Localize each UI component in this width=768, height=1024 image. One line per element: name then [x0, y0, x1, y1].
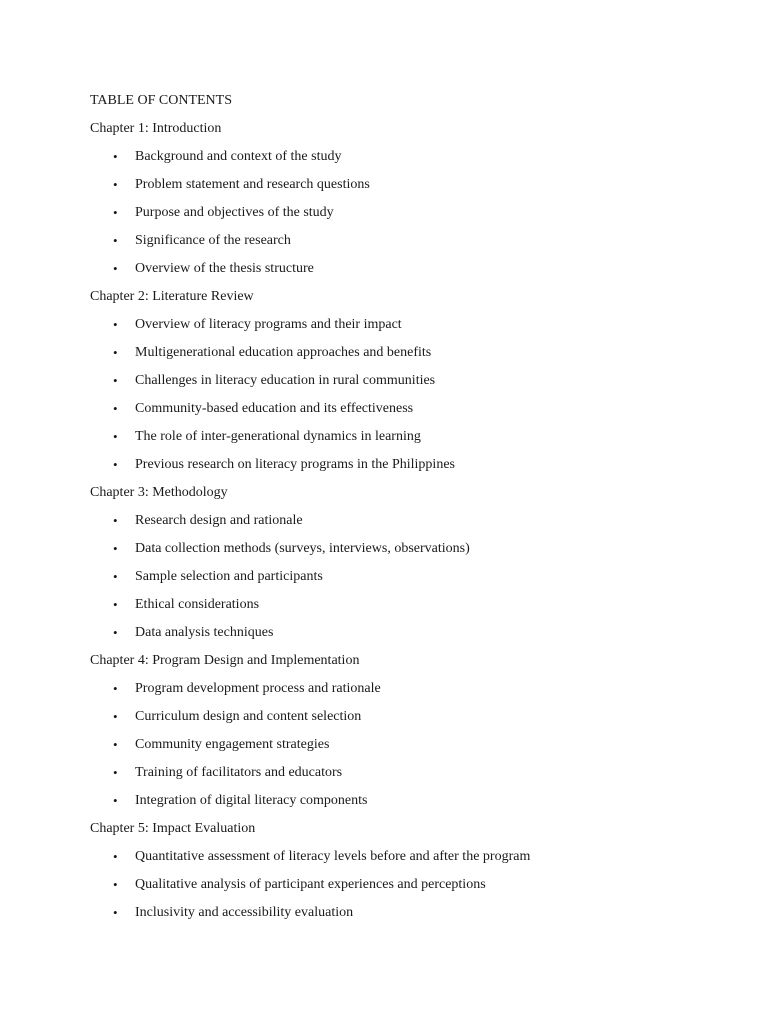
list-item	[90, 678, 730, 706]
list-item	[90, 566, 730, 594]
list-item-text: Quantitative assessment of literacy levels before and after the program	[135, 849, 531, 864]
list-item	[90, 230, 730, 258]
list-item-text: Training of facilitators and educators	[135, 765, 343, 780]
list-item	[90, 258, 730, 286]
list-item	[90, 706, 730, 734]
bullet-icon: •	[113, 345, 118, 360]
list-item-text: Purpose and objectives of the study	[135, 205, 334, 220]
bullet-icon: •	[113, 429, 118, 444]
list-item-text: The role of inter-generational dynamics in learning	[135, 429, 421, 444]
list-item-text: Data collection methods (surveys, interviews, observations)	[135, 541, 470, 556]
list-item	[90, 846, 730, 874]
chapter-title: Chapter 1: Introduction	[90, 121, 222, 136]
bullet-icon: •	[113, 261, 118, 276]
list-item	[90, 426, 730, 454]
list-item	[90, 874, 730, 902]
bullet-icon: •	[113, 625, 118, 640]
bullet-icon: •	[113, 765, 118, 780]
chapter-title: Chapter 5: Impact Evaluation	[90, 821, 256, 836]
list-item	[90, 342, 730, 370]
list-item-text: Community engagement strategies	[135, 737, 330, 752]
list-item	[90, 538, 730, 566]
list-item-text: Program development process and rationale	[135, 681, 381, 696]
list-item	[90, 454, 730, 482]
list-item-text: Integration of digital literacy components	[135, 793, 368, 808]
list-item	[90, 622, 730, 650]
bullet-icon: •	[113, 401, 118, 416]
bullet-icon: •	[113, 597, 118, 612]
bullet-icon: •	[113, 317, 118, 332]
bullet-icon: •	[113, 205, 118, 220]
bullet-icon: •	[113, 793, 118, 808]
list-item-text: Sample selection and participants	[135, 569, 323, 584]
list-item	[90, 594, 730, 622]
list-item-text: Ethical considerations	[135, 597, 260, 612]
bullet-icon: •	[113, 457, 118, 472]
list-item-text: Curriculum design and content selection	[135, 709, 362, 724]
bullet-icon: •	[113, 373, 118, 388]
list-item-text: Inclusivity and accessibility evaluation	[135, 905, 354, 920]
list-item	[90, 370, 730, 398]
bullet-icon: •	[113, 149, 118, 164]
list-item	[90, 762, 730, 790]
list-item	[90, 314, 730, 342]
bullet-icon: •	[113, 905, 118, 920]
table-of-contents	[90, 90, 730, 930]
bullet-icon: •	[113, 737, 118, 752]
list-item-text: Problem statement and research questions	[135, 177, 370, 192]
bullet-icon: •	[113, 513, 118, 528]
list-item	[90, 398, 730, 426]
list-item	[90, 902, 730, 930]
bullet-icon: •	[113, 177, 118, 192]
list-item-text: Research design and rationale	[135, 513, 303, 528]
bullet-icon: •	[113, 849, 118, 864]
bullet-icon: •	[113, 233, 118, 248]
list-item	[90, 174, 730, 202]
list-item-text: Previous research on literacy programs in the Philippines	[135, 457, 455, 472]
toc-heading: TABLE OF CONTENTS	[90, 93, 232, 108]
bullet-icon: •	[113, 541, 118, 556]
list-item-text: Community-based education and its effectiveness	[135, 401, 414, 416]
bullet-icon: •	[113, 877, 118, 892]
list-item	[90, 510, 730, 538]
list-item-text: Challenges in literacy education in rural communities	[135, 373, 436, 388]
list-item	[90, 202, 730, 230]
list-item	[90, 146, 730, 174]
bullet-icon: •	[113, 709, 118, 724]
list-item-text: Background and context of the study	[135, 149, 342, 164]
list-item-text: Qualitative analysis of participant experiences and perceptions	[135, 877, 486, 892]
bullet-icon: •	[113, 681, 118, 696]
list-item	[90, 734, 730, 762]
list-item-text: Significance of the research	[135, 233, 291, 248]
chapter-title: Chapter 3: Methodology	[90, 485, 228, 500]
list-item-text: Overview of literacy programs and their impact	[135, 317, 402, 332]
bullet-icon: •	[113, 569, 118, 584]
list-item-text: Overview of the thesis structure	[135, 261, 314, 276]
list-item	[90, 790, 730, 818]
list-item-text: Multigenerational education approaches and benefits	[135, 345, 432, 360]
chapter-title: Chapter 4: Program Design and Implementation	[90, 653, 360, 668]
chapter-title: Chapter 2: Literature Review	[90, 289, 254, 304]
list-item-text: Data analysis techniques	[135, 625, 274, 640]
